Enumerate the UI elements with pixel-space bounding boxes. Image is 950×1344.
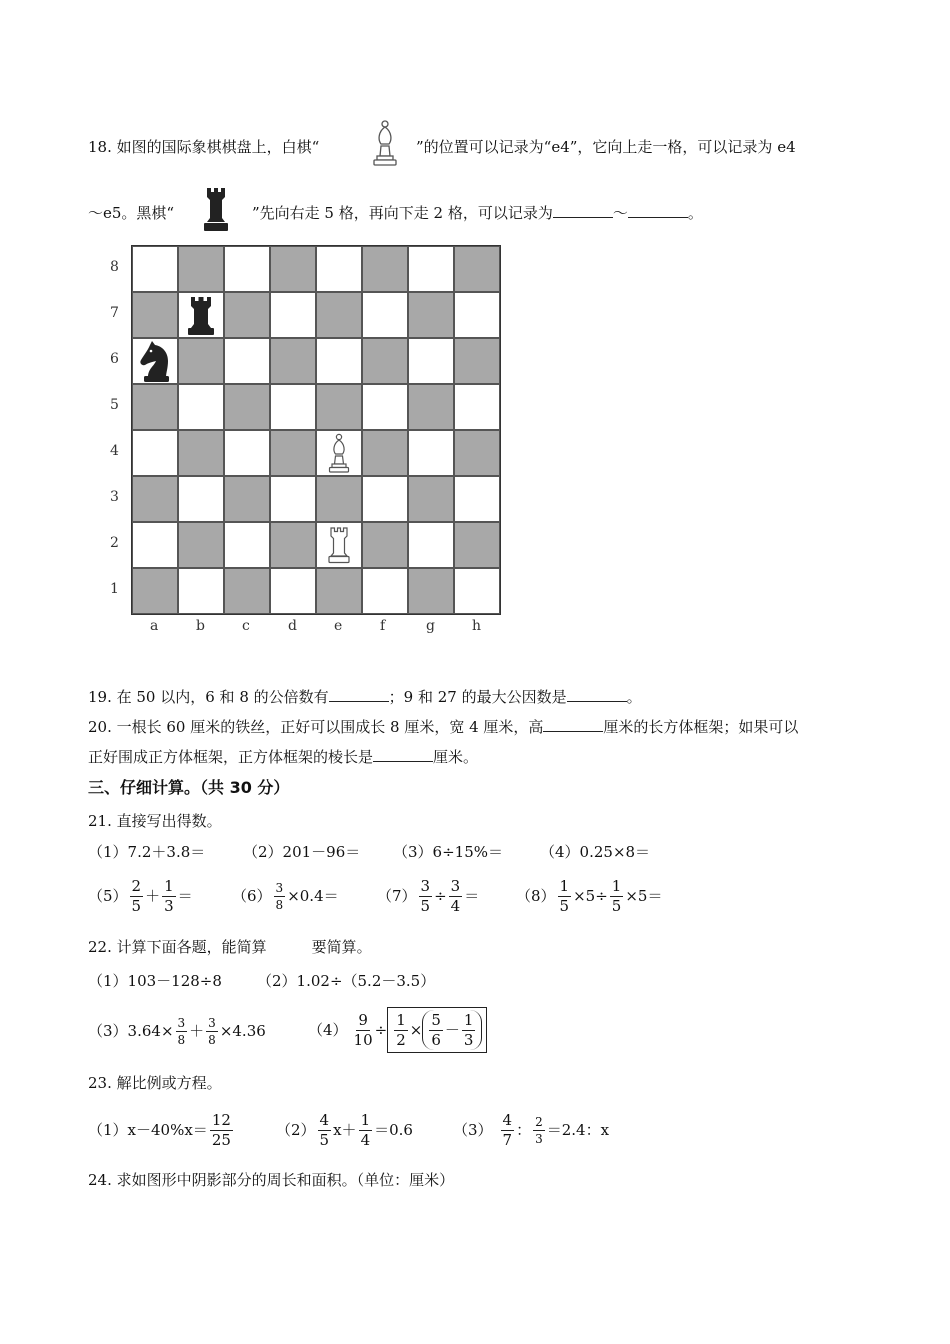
q24-title: 24. 求如图形中阴影部分的周长和面积。（单位：厘米） — [88, 1171, 455, 1189]
rank-label: 1 — [110, 581, 119, 597]
fraction: $\frac{12}{25}$ — [211, 1110, 231, 1149]
q18-sep: ～ — [612, 204, 628, 222]
fraction: $\frac{3}{4}$ — [450, 876, 461, 915]
file-label: b — [196, 618, 205, 634]
q19-text-c: 。 — [626, 688, 642, 706]
board-square-d7 — [270, 292, 316, 338]
board-square-c4 — [224, 430, 270, 476]
board-square-f6 — [362, 338, 408, 384]
fraction: $\frac{1}{2}$ — [396, 1010, 406, 1049]
board-square-h4 — [454, 430, 500, 476]
paren-group: $\frac{5}{6}$ － $\frac{1}{3}$ — [422, 1010, 482, 1050]
board-square-b3 — [178, 476, 224, 522]
board-square-d4 — [270, 430, 316, 476]
board-square-a5 — [132, 384, 178, 430]
file-label: e — [334, 618, 343, 634]
q18-line1 — [88, 137, 319, 157]
board-square-f3 — [362, 476, 408, 522]
q20-blank-1[interactable] — [543, 717, 603, 732]
board-square-f2 — [362, 522, 408, 568]
black-rook-icon — [198, 184, 234, 234]
q19-text-a: 19. 在 50 以内，6 和 8 的公倍数有 — [88, 688, 329, 706]
fraction: $\frac{1}{5}$ — [559, 876, 570, 915]
board-square-d3 — [270, 476, 316, 522]
rank-label: 4 — [110, 443, 119, 459]
q22-p1: （1）103－128÷8 — [88, 972, 222, 990]
board-square-g6 — [408, 338, 454, 384]
q22-p4: （4） $\frac{9}{10}$ ÷ $\frac{1}{2}$ × $\frac{5}{6}$ － $\frac{1}{3}$ — [308, 1002, 487, 1058]
rank-label: 5 — [110, 397, 119, 413]
q18-text-c: ～e5。黑棋“ — [88, 204, 175, 222]
board-square-b4 — [178, 430, 224, 476]
board-square-h2 — [454, 522, 500, 568]
fraction: $\frac{9}{10}$ — [353, 1010, 373, 1049]
fraction: $\frac{3}{8}$ — [275, 880, 284, 912]
fraction: $\frac{5}{6}$ — [431, 1010, 441, 1049]
board-square-h3 — [454, 476, 500, 522]
q20-text-b: 厘米的长方体框架；如果可以 — [603, 718, 799, 736]
q21-p4: （4）0.25×8＝ — [540, 843, 651, 861]
chess-board — [131, 245, 501, 615]
board-square-h5 — [454, 384, 500, 430]
rank-label: 7 — [110, 305, 119, 321]
board-square-e8 — [316, 246, 362, 292]
q20-line2 — [88, 747, 478, 767]
board-square-a2 — [132, 522, 178, 568]
board-square-f4 — [362, 430, 408, 476]
board-square-d6 — [270, 338, 316, 384]
file-label: f — [380, 618, 386, 634]
white-bishop-icon — [316, 430, 362, 476]
q19-text-b: ；9 和 27 的最大公因数是 — [388, 688, 567, 706]
board-square-h1 — [454, 568, 500, 614]
file-label: c — [242, 618, 250, 634]
file-label: d — [288, 618, 297, 634]
fraction: $\frac{1}{3}$ — [164, 876, 174, 915]
fraction: $\frac{1}{5}$ — [611, 876, 622, 915]
board-square-e6 — [316, 338, 362, 384]
q20-line1 — [88, 717, 798, 737]
board-square-g2 — [408, 522, 454, 568]
board-square-c8 — [224, 246, 270, 292]
board-square-e1 — [316, 568, 362, 614]
black-knight-icon — [132, 338, 178, 384]
q18-line2-b — [252, 203, 703, 223]
board-square-g8 — [408, 246, 454, 292]
fraction: $\frac{1}{3}$ — [463, 1010, 474, 1049]
white-bishop-icon — [367, 118, 403, 168]
fraction: $\frac{3}{8}$ — [208, 1015, 216, 1047]
fraction: $\frac{4}{5}$ — [319, 1110, 330, 1149]
q20-blank-2[interactable] — [373, 747, 433, 762]
white-rook-icon — [316, 522, 362, 568]
q23-title: 23. 解比例或方程。 — [88, 1074, 222, 1092]
board-square-f8 — [362, 246, 408, 292]
board-square-c5 — [224, 384, 270, 430]
q20-text-c: 正好围成正方体框架，正方体框架的棱长是 — [88, 748, 374, 766]
q21-title: 21. 直接写出得数。 — [88, 812, 222, 830]
board-square-a8 — [132, 246, 178, 292]
board-square-f7 — [362, 292, 408, 338]
q21-p6: （6） $\frac{3}{8}$ ×0.4＝ — [232, 880, 339, 912]
q18-blank-1[interactable] — [553, 203, 613, 218]
rank-label: 6 — [110, 351, 119, 367]
q18-blank-2[interactable] — [628, 203, 688, 218]
board-square-e7 — [316, 292, 362, 338]
rank-label: 8 — [110, 259, 119, 275]
section-3-heading: 三、仔细计算。（共 30 分） — [88, 778, 290, 797]
q21-p1: （1）7.2＋3.8＝ — [88, 843, 206, 861]
board-square-b6 — [178, 338, 224, 384]
q21-p5-label: （5） — [88, 887, 128, 905]
board-square-b8 — [178, 246, 224, 292]
q23-p1: （1）x－40%x＝ $\frac{12}{25}$ — [88, 1110, 231, 1149]
board-square-a7 — [132, 292, 178, 338]
q22-title: 22. 计算下面各题，能简算 要简算。 — [88, 938, 372, 956]
q23-p3: （3） $\frac{4}{7}$ ： $\frac{2}{3}$ ＝2.4：x — [453, 1110, 610, 1149]
q19-blank-2[interactable] — [567, 687, 627, 702]
board-square-c2 — [224, 522, 270, 568]
fraction: $\frac{3}{5}$ — [420, 876, 431, 915]
board-square-c6 — [224, 338, 270, 384]
board-square-b2 — [178, 522, 224, 568]
board-square-h8 — [454, 246, 500, 292]
board-square-g3 — [408, 476, 454, 522]
q21-p5: （5） $\frac{2}{5}$ ＋ $\frac{1}{3}$ ＝ — [88, 876, 193, 915]
board-square-d8 — [270, 246, 316, 292]
q18-text-d: ”先向右走 5 格，再向下走 2 格，可以记录为 — [252, 204, 553, 222]
board-square-d5 — [270, 384, 316, 430]
board-square-f5 — [362, 384, 408, 430]
q18-text-a: 18. 如图的国际象棋棋盘上，白棋“ — [88, 138, 320, 156]
board-square-c3 — [224, 476, 270, 522]
q21-p7: （7） $\frac{3}{5}$ ÷ $\frac{3}{4}$ ＝ — [377, 876, 480, 915]
board-square-a4 — [132, 430, 178, 476]
fraction: $\frac{3}{8}$ — [177, 1015, 186, 1047]
rank-label: 2 — [110, 535, 119, 551]
fraction: $\frac{2}{3}$ — [535, 1114, 543, 1146]
q19 — [88, 687, 642, 707]
q22-p2: （2）1.02÷（5.2－3.5） — [257, 972, 436, 990]
q22-p3: （3）3.64× $\frac{3}{8}$ ＋ $\frac{3}{8}$ ×4.36 — [88, 1015, 266, 1047]
file-label: h — [472, 618, 482, 634]
board-square-g1 — [408, 568, 454, 614]
rank-label: 3 — [110, 489, 119, 505]
board-square-a3 — [132, 476, 178, 522]
board-square-d2 — [270, 522, 316, 568]
board-square-h6 — [454, 338, 500, 384]
board-square-e5 — [316, 384, 362, 430]
q21-p2: （2）201－96＝ — [243, 843, 361, 861]
board-square-c7 — [224, 292, 270, 338]
q20-text-a: 20. 一根长 60 厘米的铁丝，正好可以围成长 8 厘米，宽 4 厘米，高 — [88, 718, 544, 736]
q18-text-b: ”的位置可以记录为“e4”，它向上走一格，可以记录为 e4 — [416, 138, 796, 156]
q18-line1-b — [416, 137, 796, 157]
board-square-e3 — [316, 476, 362, 522]
square-bracket-group: $\frac{1}{2}$ × $\frac{5}{6}$ － $\frac{1}{3}$ — [387, 1007, 487, 1053]
q20-text-d: 厘米。 — [433, 748, 479, 766]
board-square-f1 — [362, 568, 408, 614]
fraction: $\frac{4}{7}$ — [502, 1110, 513, 1149]
board-square-g7 — [408, 292, 454, 338]
q19-blank-1[interactable] — [329, 687, 389, 702]
board-square-g4 — [408, 430, 454, 476]
board-square-g5 — [408, 384, 454, 430]
board-square-h7 — [454, 292, 500, 338]
black-rook-icon — [178, 292, 224, 338]
file-label: a — [150, 618, 159, 634]
fraction: $\frac{1}{4}$ — [360, 1110, 371, 1149]
board-square-b1 — [178, 568, 224, 614]
board-square-d1 — [270, 568, 316, 614]
q23-p2: （2） $\frac{4}{5}$ x＋ $\frac{1}{4}$ ＝0.6 — [276, 1110, 413, 1149]
fraction: $\frac{2}{5}$ — [131, 876, 142, 915]
q18-end: 。 — [687, 204, 703, 222]
q21-p3: （3）6÷15%＝ — [393, 843, 503, 861]
board-square-a1 — [132, 568, 178, 614]
board-square-c1 — [224, 568, 270, 614]
file-label: g — [426, 618, 435, 634]
q21-p8: （8） $\frac{1}{5}$ ×5÷ $\frac{1}{5}$ ×5＝ — [516, 876, 663, 915]
board-square-b5 — [178, 384, 224, 430]
q18-line2 — [88, 203, 174, 223]
